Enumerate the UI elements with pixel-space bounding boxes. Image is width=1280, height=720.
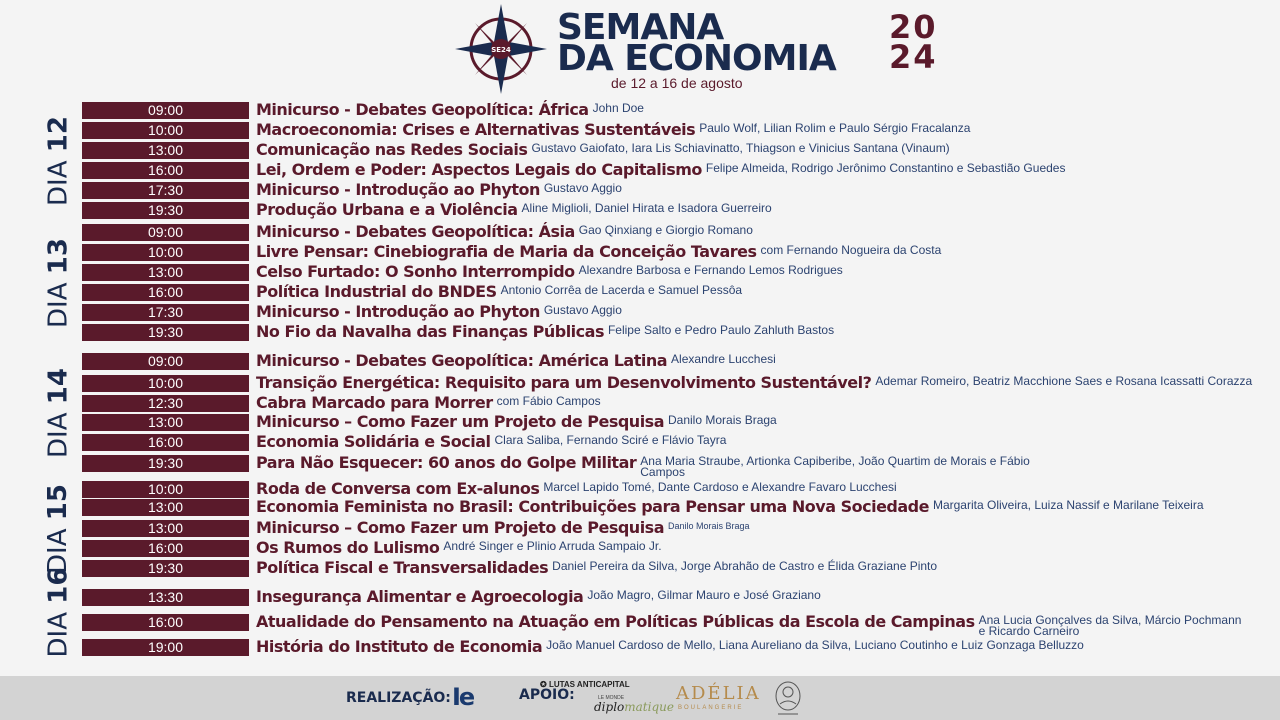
event-time: 16:00 [82,434,249,451]
schedule-row [82,101,1277,120]
schedule-row [82,303,1277,322]
event-content [256,373,1276,393]
event-title: Minicurso - Introdução ao Phyton [256,180,540,199]
event-speakers: Margarita Oliveira, Luiza Nassif e Marilane Teixeira [932,498,1204,512]
schedule-row [82,588,1277,607]
lutas-text: LUTAS ANTICAPITAL [548,680,630,689]
event-time: 17:30 [82,182,249,199]
event-speakers: com Fábio Campos [496,394,601,408]
schedule-row [82,201,1277,220]
event-title: Minicurso - Debates Geopolítica: África [256,100,589,119]
day-number: 15 [43,484,73,521]
apoio-label: APOIO: [519,687,575,703]
event-title: Minicurso – Como Fazer um Projeto de Pesquisa [256,518,664,537]
event-content [256,558,1276,578]
adelia-subtitle: BOULANGERIE [678,705,744,711]
schedule-row [82,519,1277,538]
event-time: 10:00 [82,481,249,498]
event-time: 12:30 [82,395,249,412]
event-content [256,453,1276,478]
event-speakers: John Doe [592,101,644,115]
event-time: 16:00 [82,284,249,301]
diplo-small-text: LE MONDE [598,695,625,701]
event-time: 19:00 [82,639,249,656]
event-speakers: Ana Maria Straube, Artionka Capiberibe, João Quartim de Morais e Fábio Campos [640,454,1030,479]
event-content [256,160,1276,180]
event-time: 10:00 [82,122,249,139]
event-speakers: Clara Saliba, Fernando Sciré e Flávio Tayra [494,433,727,447]
schedule-row [82,181,1277,200]
adelia-logo: ADÉLIA [676,683,761,704]
lutas-anticapital-logo: ✪ LUTAS ANTICAPITAL [540,680,630,689]
event-time: 19:30 [82,455,249,472]
schedule-row [82,498,1277,517]
seal-icon [772,678,804,718]
event-time: 09:00 [82,353,249,370]
event-content [256,100,1276,120]
event-title: Economia Feminista no Brasil: Contribuições para Pensar uma Nova Sociedade [256,497,929,516]
event-time: 09:00 [82,102,249,119]
event-content [256,262,1276,282]
event-time: 19:30 [82,560,249,577]
compass-badge: SE24 [491,46,511,54]
event-speakers: Danilo Morais Braga [668,521,750,531]
event-content [256,518,1276,538]
event-speakers: Danilo Morais Braga [668,413,777,427]
day-label-0 [43,101,73,220]
event-content [256,351,1276,371]
event-content [256,140,1276,160]
event-content [256,393,1276,413]
event-title: Minicurso - Introdução ao Phyton [256,302,540,321]
schedule-row [82,243,1277,262]
event-title: Minicurso - Debates Geopolítica: América Latina [256,351,668,370]
event-speakers: Gustavo Gaiofato, Iara Lis Schiavinatto, Thiagson e Vinicius Santana (Vinaum) [531,141,950,155]
event-title: História do Instituto de Economia [256,637,543,656]
event-time: 13:30 [82,589,249,606]
event-speakers: Felipe Almeida, Rodrigo Jerônimo Constantino e Sebastião Guedes [705,161,1066,175]
schedule-row [82,263,1277,282]
event-time: 09:00 [82,224,249,241]
event-speakers: Paulo Wolf, Lilian Rolim e Paulo Sérgio Fracalanza [699,121,971,135]
schedule-row [82,433,1277,452]
event-time: 13:00 [82,414,249,431]
day-number: 14 [43,367,73,404]
day-prefix: DIA [43,159,73,206]
event-time: 10:00 [82,375,249,392]
event-time: 19:30 [82,324,249,341]
schedule-row [82,323,1277,342]
day-number: 12 [43,115,73,152]
event-title: Atualidade do Pensamento na Atuação em Políticas Públicas da Escola de Campinas [256,612,975,631]
event-time: 10:00 [82,244,249,261]
event-title: Transição Energética: Requisito para um Desenvolvimento Sustentável? [256,373,872,392]
schedule-row [82,161,1277,180]
event-time: 16:00 [82,540,249,557]
day-label-2 [43,352,73,473]
event-title: Cabra Marcado para Morrer [256,393,493,412]
realizacao-label: REALIZAÇÃO: [346,690,451,706]
day-label-1 [43,223,73,342]
event-title: Celso Furtado: O Sonho Interrompido [256,262,575,281]
event-speakers: Ademar Romeiro, Beatriz Macchione Saes e Rosana Icassatti Corazza [875,374,1253,388]
diplo-accent: matique [624,700,674,714]
event-time: 19:30 [82,202,249,219]
event-content [256,612,1276,637]
event-speakers: Gao Qinxiang e Giorgio Romano [578,223,753,237]
day-prefix: DIA [43,411,73,458]
day-number: 16 [43,567,73,604]
event-speakers: André Singer e Plinio Arruda Sampaio Jr. [443,539,662,553]
event-title: No Fio da Navalha das Finanças Públicas [256,322,604,341]
event-speakers: Felipe Salto e Pedro Paulo Zahluth Bastos [607,323,835,337]
event-time: 16:00 [82,162,249,179]
event-time: 16:00 [82,614,249,631]
event-content [256,200,1276,220]
event-title: Os Rumos do Lulismo [256,538,440,557]
event-content [256,412,1276,432]
compass-logo-icon [453,2,549,96]
event-content [256,322,1276,342]
event-content [256,222,1276,242]
event-title: Comunicação nas Redes Sociais [256,140,528,159]
event-content [256,587,1276,607]
event-speakers: Daniel Pereira da Silva, Jorge Abrahão de Castro e Élida Graziane Pinto [552,559,938,573]
event-content [256,180,1276,200]
event-title: Produção Urbana e a Violência [256,200,518,219]
schedule-row [82,223,1277,242]
year-bottom: 24 [889,38,938,76]
event-time: 17:30 [82,304,249,321]
day-number: 13 [43,237,73,274]
event-dates: de 12 a 16 de agosto [611,75,743,91]
ie-logo: Ie [452,683,474,711]
event-title: Minicurso – Como Fazer um Projeto de Pesquisa [256,412,664,431]
schedule-row [82,539,1277,558]
event-content [256,120,1276,140]
title-line-1: SEMANA [557,7,724,48]
event-title: Roda de Conversa com Ex-alunos [256,479,540,498]
event-content [256,497,1276,517]
event-speakers: Antonio Corrêa de Lacerda e Samuel Pessôa [500,283,743,297]
year-top: 20 [889,8,938,46]
day-prefix: DIA [43,611,73,657]
event-content [256,432,1276,452]
event-title: Insegurança Alimentar e Agroecologia [256,587,584,606]
title-line-2: DA ECONOMIA [557,38,836,79]
event-speakers: Aline Miglioli, Daniel Hirata e Isadora Guerreiro [521,201,772,215]
schedule-row [82,121,1277,140]
schedule-row [82,413,1277,432]
event-title: Lei, Ordem e Poder: Aspectos Legais do Capitalismo [256,160,702,179]
schedule-row [82,283,1277,302]
event-content [256,282,1276,302]
event-speakers: com Fernando Nogueira da Costa [760,243,942,257]
event-content [256,242,1276,262]
diplomatique-logo [594,700,674,714]
footer [0,676,1280,720]
event-time: 13:00 [82,264,249,281]
event-title: Política Fiscal e Transversalidades [256,558,549,577]
event-content [256,637,1276,657]
event-speakers: João Magro, Gilmar Mauro e José Graziano [587,588,821,602]
day-label-4 [43,567,73,657]
schedule-row [82,559,1277,578]
schedule-row [82,352,1277,371]
event-speakers: Gustavo Aggio [543,181,622,195]
event-content [256,479,1276,499]
event-title: Minicurso - Debates Geopolítica: Ásia [256,222,575,241]
schedule-row [82,638,1277,657]
event-speakers: Gustavo Aggio [543,303,622,317]
diplo-main: diplo [594,700,625,714]
day-prefix: DIA [43,281,73,328]
event-title: Para Não Esquecer: 60 anos do Golpe Militar [256,453,637,472]
schedule-row [82,394,1277,413]
event-content [256,302,1276,322]
event-title: Livre Pensar: Cinebiografia de Maria da Conceição Tavares [256,242,757,261]
event-time: 13:00 [82,142,249,159]
event-speakers: Ana Lucia Gonçalves da Silva, Márcio Pochmann e Ricardo Carneiro [978,613,1242,638]
event-time: 13:00 [82,499,249,516]
schedule-row [82,612,1277,638]
day-prefix: DIA [43,528,73,574]
event-speakers: Alexandre Barbosa e Fernando Lemos Rodrigues [578,263,843,277]
event-time: 13:00 [82,520,249,537]
event-speakers: Marcel Lapido Tomé, Dante Cardoso e Alexandre Favaro Lucchesi [543,480,897,494]
schedule-row [82,453,1277,479]
header [0,0,1280,96]
event-speakers: Alexandre Lucchesi [671,352,776,366]
event-title: Macroeconomia: Crises e Alternativas Sustentáveis [256,120,696,139]
event-speakers: João Manuel Cardoso de Mello, Liana Aureliano da Silva, Luciano Coutinho e Luiz Gonzaga Belluzzo [546,638,1084,652]
event-title: Política Industrial do BNDES [256,282,497,301]
schedule-row [82,141,1277,160]
schedule-row [82,374,1277,393]
event-content [256,538,1276,558]
event-title: Economia Solidária e Social [256,432,491,451]
day-label-3 [43,480,73,578]
